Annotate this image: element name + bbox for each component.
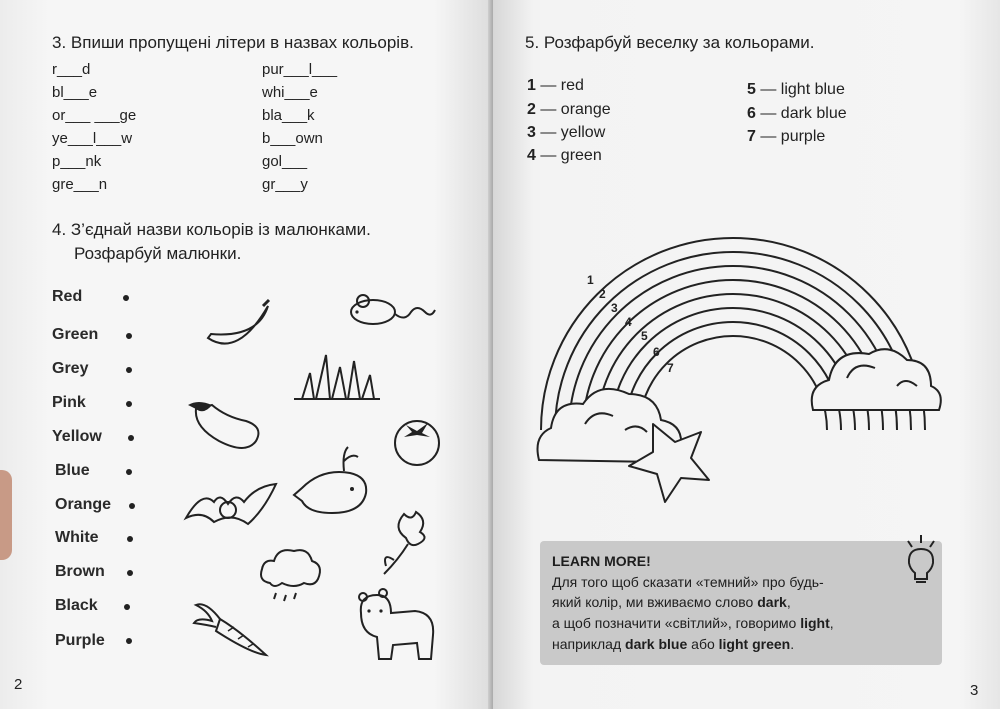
- left-page: [0, 0, 493, 709]
- task4-heading: 4. З’єднай назви кольорів із малюнками.: [52, 220, 371, 239]
- fill-word: or___ ___ge: [52, 107, 137, 124]
- arc-number-4: 4: [625, 315, 632, 329]
- match-dot[interactable]: [126, 469, 132, 475]
- rainbow-key-item: 5 — light blue: [747, 81, 845, 98]
- task3-heading: 3. Впиши пропущені літери в назвах кольорів.: [52, 33, 414, 52]
- match-dot[interactable]: [128, 435, 134, 441]
- task4-subheading: Розфарбуй малюнки.: [74, 244, 242, 263]
- learn-more-line: а щоб позначити «світлий», говоримо light,: [552, 615, 834, 631]
- fill-word: pur___l___: [262, 61, 338, 78]
- rainbow-key-item: 4 — green: [527, 147, 602, 164]
- arc-number-5: 5: [641, 329, 648, 343]
- bat-icon[interactable]: [184, 482, 279, 532]
- color-label-yellow: Yellow: [52, 428, 102, 445]
- fill-word: gol___: [262, 153, 308, 170]
- page-number-right: 3: [970, 682, 979, 699]
- bear-icon[interactable]: [353, 589, 438, 664]
- match-dot[interactable]: [126, 333, 132, 339]
- lightbulb-icon: [904, 535, 938, 587]
- learn-more-line: який колір, ми вживаємо слово dark,: [552, 594, 791, 610]
- eggplant-icon[interactable]: [184, 397, 264, 452]
- match-dot[interactable]: [127, 570, 133, 576]
- match-dot[interactable]: [126, 401, 132, 407]
- color-label-red: Red: [52, 288, 83, 305]
- rainbow-key-item: 7 — purple: [747, 128, 826, 145]
- thumb: [0, 470, 12, 560]
- fill-word: bla___k: [262, 107, 315, 124]
- match-dot[interactable]: [126, 367, 132, 373]
- fill-word: gre___n: [52, 176, 108, 193]
- learn-more-title: LEARN MORE!: [552, 553, 651, 569]
- rainbow-key-item: 6 — dark blue: [747, 105, 847, 122]
- match-dot[interactable]: [126, 638, 132, 644]
- whale-icon[interactable]: [292, 443, 372, 518]
- color-label-pink: Pink: [52, 394, 86, 411]
- learn-more-line: наприклад dark blue або light green.: [552, 636, 795, 652]
- tomato-icon[interactable]: [392, 413, 447, 468]
- task5-heading: 5. Розфарбуй веселку за кольорами.: [525, 33, 815, 52]
- page-number-left: 2: [14, 676, 23, 693]
- fill-word: bl___e: [52, 84, 98, 101]
- color-label-purple: Purple: [55, 632, 105, 649]
- carrot-icon[interactable]: [190, 597, 270, 662]
- color-label-grey: Grey: [52, 360, 89, 377]
- match-dot[interactable]: [123, 295, 129, 301]
- arc-number-1: 1: [587, 273, 594, 287]
- flower-icon[interactable]: [380, 508, 435, 578]
- learn-more-line: Для того щоб сказати «темний» про будь-: [552, 574, 824, 590]
- match-dot[interactable]: [129, 503, 135, 509]
- fill-word: r___d: [52, 61, 91, 78]
- fill-word: gr___y: [262, 176, 308, 193]
- fill-word: whi___e: [262, 84, 318, 101]
- learn-more-box: [540, 541, 942, 665]
- color-label-white: White: [55, 529, 99, 546]
- arc-number-7: 7: [667, 361, 674, 375]
- match-dot[interactable]: [127, 536, 133, 542]
- fill-word: p___nk: [52, 153, 102, 170]
- rainbow-drawing[interactable]: [533, 210, 953, 520]
- rainbow-key-item: 2 — orange: [527, 101, 611, 118]
- grass-icon[interactable]: [292, 353, 382, 403]
- cloud-icon[interactable]: [258, 545, 323, 605]
- color-label-orange: Orange: [55, 496, 112, 513]
- arc-number-6: 6: [653, 345, 660, 359]
- match-dot[interactable]: [124, 604, 130, 610]
- fill-word: ye___l___w: [52, 130, 133, 147]
- color-label-green: Green: [52, 326, 99, 343]
- arc-number-3: 3: [611, 301, 618, 315]
- fill-word: b___own: [262, 130, 323, 147]
- banana-icon[interactable]: [203, 298, 273, 358]
- color-label-blue: Blue: [55, 462, 90, 479]
- rainbow-key-item: 3 — yellow: [527, 124, 606, 141]
- color-label-black: Black: [55, 597, 98, 614]
- rainbow-key-item: 1 — red: [527, 77, 584, 94]
- arc-number-2: 2: [599, 287, 606, 301]
- color-label-brown: Brown: [55, 563, 105, 580]
- mouse-icon[interactable]: [345, 292, 435, 332]
